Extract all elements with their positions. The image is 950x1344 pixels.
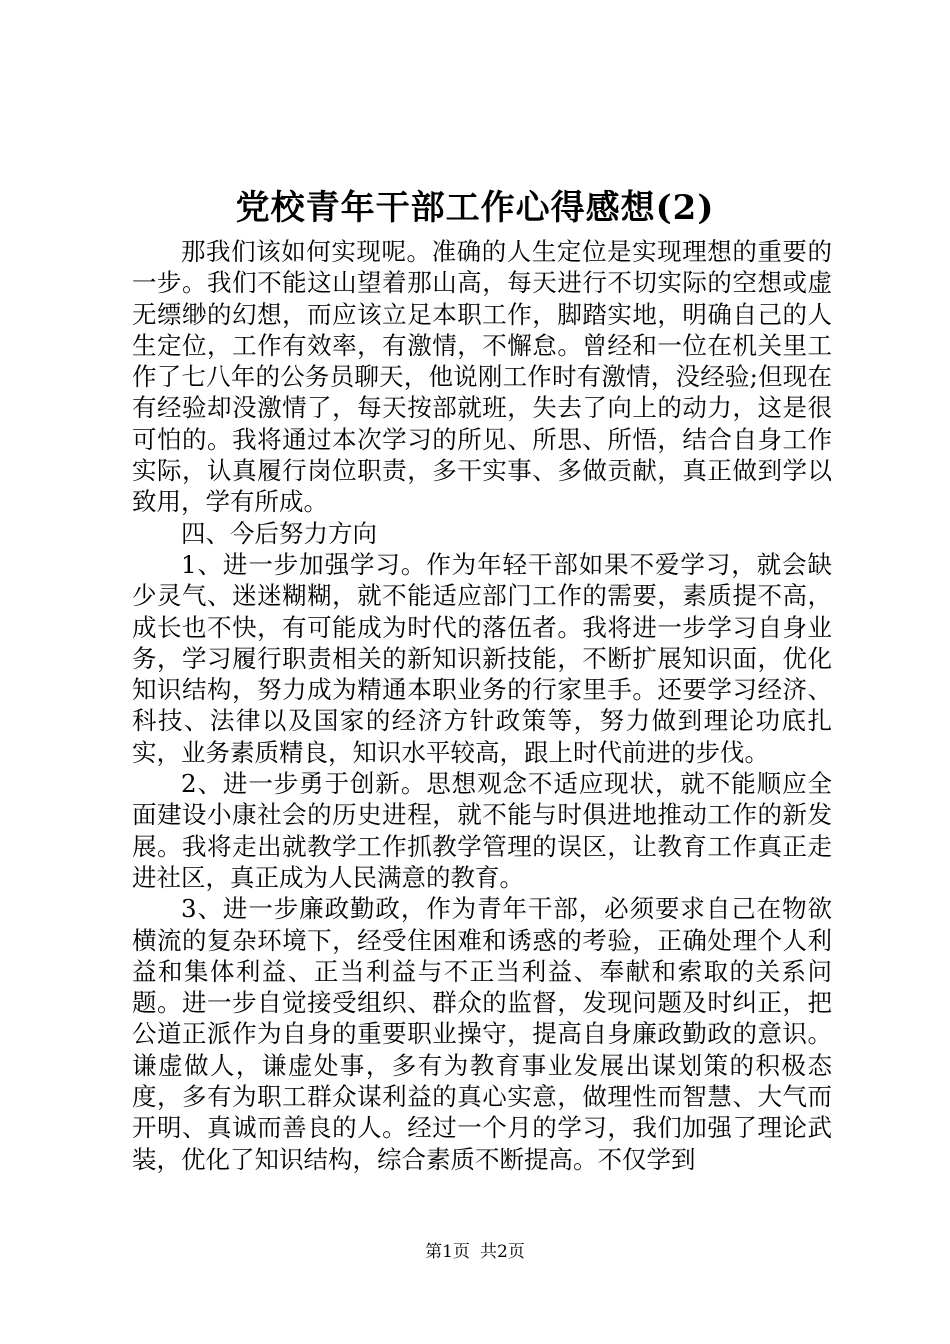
paragraph-point-3: 3、进一步廉政勤政，作为青年干部，必须要求自己在物欲横流的复杂环境下，经受住困难和诱惑的考验，正确处理个人利益和集体利益、正当利益与不正当利益、奉献和索取的关系问题。进一步自觉接受组织、群众的监督，发现问题及时纠正，把公道正派作为自身的重要职业操守，提高自身廉政勤政的意识。谦虚做人，谦虚处事，多有为教育事业发展出谋划策的积极态度，多有为职工群众谋利益的真心实意，做理性而智慧、大气而开明、真诚而善良的人。经过一个月的学习，我们加强了理论武装，优化了知识结构，综合素质不断提高。不仅学到 xyxy=(132,894,832,1174)
paragraph-point-1: 1、进一步加强学习。作为年轻干部如果不爱学习，就会缺少灵气、迷迷糊糊，就不能适应部门工作的需要，素质提不高，成长也不快，有可能成为时代的落伍者。我将进一步学习自身业务，学习履行职责相关的新知识新技能，不断扩展知识面，优化知识结构，努力成为精通本职业务的行家里手。还要学习经济、科技、法律以及国家的经济方针政策等，努力做到理论功底扎实，业务素质精良，知识水平较高，跟上时代前进的步伐。 xyxy=(132,549,832,767)
page-number-current: 第1页 xyxy=(425,1242,470,1262)
paragraph-point-2: 2、进一步勇于创新。思想观念不适应现状，就不能顺应全面建设小康社会的历史进程，就不能与时俱进地推动工作的新发展。我将走出就教学工作抓教学管理的误区，让教育工作真正走进社区，真正成为人民满意的教育。 xyxy=(132,769,832,892)
document-body xyxy=(132,236,832,1175)
document-title: 党校青年干部工作心得感想(2) xyxy=(235,188,715,228)
section-heading-future-direction: 四、今后努力方向 xyxy=(181,518,377,548)
paragraph-intro: 那我们该如何实现呢。准确的人生定位是实现理想的重要的一步。我们不能这山望着那山高，每天进行不切实际的空想或虚无缥缈的幻想，而应该立足本职工作，脚踏实地，明确自己的人生定位，工作有效率，有激情，不懈怠。曾经和一位在机关里工作了七八年的公务员聊天，他说刚工作时有激情，没经验;但现在有经验却没激情了，每天按部就班，失去了向上的动力，这是很可怕的。我将通过本次学习的所见、所思、所悟，结合自身工作实际，认真履行岗位职责，多干实事、多做贡献，真正做到学以致用，学有所成。 xyxy=(132,237,832,517)
page-number-total: 共2页 xyxy=(480,1242,525,1262)
page-footer xyxy=(0,1241,950,1263)
